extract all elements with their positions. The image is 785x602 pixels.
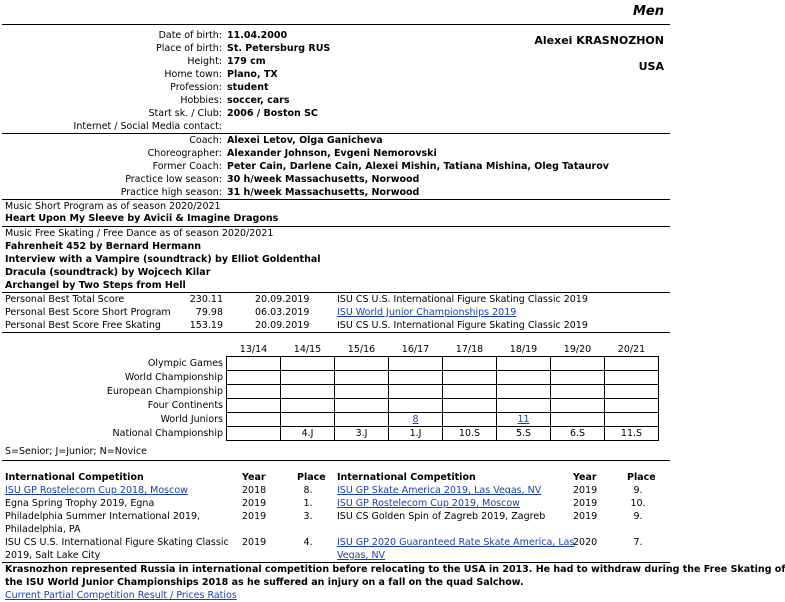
results-cell: [389, 357, 443, 371]
bio-label: Home town:: [164, 69, 222, 80]
results-cell: [497, 385, 551, 399]
music-free-item: Archangel by Two Steps from Hell: [5, 280, 186, 291]
comp-header-place-left: Place: [297, 472, 326, 483]
results-cell: [281, 399, 335, 413]
comp-header-left: International Competition: [5, 472, 144, 483]
bio-note-line: Krasnozhon represented Russia in international competition before relocating to the USA in 2013. He had to withdraw during the Free Skating of: [5, 564, 785, 575]
bio-value: student: [227, 82, 269, 93]
competition-link[interactable]: ISU GP Rostelecom Cup 2019, Moscow: [337, 498, 520, 509]
competition-place: 8.: [303, 485, 313, 496]
results-cell: [551, 413, 605, 427]
bio-label: Hobbies:: [180, 95, 222, 106]
pb-label: Personal Best Total Score: [5, 294, 125, 305]
results-row-label: National Championship: [112, 428, 223, 439]
results-cell: [497, 357, 551, 371]
results-cell: [551, 371, 605, 385]
results-cell: [497, 427, 551, 441]
pb-date: 06.03.2019: [255, 307, 310, 318]
results-cell: [281, 371, 335, 385]
results-cell: [605, 385, 659, 399]
results-cell: [335, 371, 389, 385]
results-cell-value: 10.S: [458, 428, 481, 439]
competition-name: Egna Spring Trophy 2019, Egna: [5, 498, 155, 509]
competition-place: 3.: [303, 511, 313, 522]
results-row: [2, 385, 659, 399]
coaching-value: Alexander Johnson, Evgeni Nemorovski: [227, 148, 437, 159]
results-cell: [443, 357, 497, 371]
music-short-label: Music Short Program as of season 2020/2021: [5, 201, 221, 212]
results-row: [2, 427, 659, 441]
results-cell: [227, 413, 281, 427]
divider: [2, 199, 670, 200]
footer-partial-link[interactable]: Current Partial Competition Result / Prices Ratios: [5, 590, 237, 601]
comp-header-place-right: Place: [627, 472, 656, 483]
season-header: 17/18: [455, 344, 484, 355]
coaching-label: Choreographer:: [147, 148, 222, 159]
competition-place: 9.: [633, 511, 643, 522]
bio-label: Internet / Social Media contact:: [73, 121, 222, 132]
competition-name: 2019, Salt Lake City: [5, 550, 101, 561]
season-header: 13/14: [239, 344, 268, 355]
results-cell: [389, 427, 443, 441]
results-cell-value: 3.J: [355, 428, 368, 439]
music-free-item: Dracula (soundtrack) by Wojcech Kilar: [5, 267, 211, 278]
bio-label: Height:: [187, 56, 222, 67]
competition-year: 2020: [573, 537, 598, 548]
season-header: 19/20: [563, 344, 592, 355]
category-label: Men: [632, 4, 664, 19]
coaching-label: Practice low season:: [125, 174, 222, 185]
results-row-label: Olympic Games: [147, 358, 223, 369]
results-cell: [335, 399, 389, 413]
results-cell: [605, 357, 659, 371]
music-free-label: Music Free Skating / Free Dance as of season 2020/2021: [5, 228, 274, 239]
coaching-value: Alexei Letov, Olga Ganicheva: [227, 135, 383, 146]
comp-header-right: International Competition: [337, 472, 476, 483]
results-header-row: [2, 343, 659, 357]
pb-event: ISU CS U.S. International Figure Skating Classic 2019: [337, 294, 588, 305]
results-cell: [227, 399, 281, 413]
competition-place: 4.: [303, 537, 313, 548]
results-cell: [443, 427, 497, 441]
season-header: 14/15: [293, 344, 322, 355]
competition-link[interactable]: ISU GP 2020 Guaranteed Rate Skate America, Las: [337, 537, 575, 548]
coaching-value: 31 h/week Massachusetts, Norwood: [227, 187, 420, 198]
bio-value: 11.04.2000: [227, 30, 288, 41]
results-cell: [605, 371, 659, 385]
season-header: 16/17: [401, 344, 430, 355]
competition-name: ISU CS Golden Spin of Zagreb 2019, Zagreb: [337, 511, 546, 522]
competition-link[interactable]: ISU GP Rostelecom Cup 2018, Moscow: [5, 485, 188, 496]
results-row: [2, 399, 659, 413]
coaching-label: Coach:: [189, 135, 222, 146]
coaching-value: Peter Cain, Darlene Cain, Alexei Mishin, Tatiana Mishina, Oleg Tataurov: [227, 161, 609, 172]
results-cell: [605, 427, 659, 441]
results-row: [2, 357, 659, 371]
competition-year: 2019: [573, 511, 598, 522]
pb-label: Personal Best Score Short Program: [5, 307, 171, 318]
season-header: 18/19: [509, 344, 538, 355]
divider: [2, 226, 670, 227]
results-cell: [227, 371, 281, 385]
coaching-label: Former Coach:: [152, 161, 222, 172]
results-cell: [335, 357, 389, 371]
results-row: [2, 371, 659, 385]
divider: [2, 332, 670, 333]
bio-value: Plano, TX: [227, 69, 278, 80]
results-table: [2, 343, 659, 441]
results-row-label: Four Continents: [147, 400, 223, 411]
bio-value: 179 cm: [227, 56, 266, 67]
results-cell-value: 5.S: [515, 428, 532, 439]
results-cell: [443, 371, 497, 385]
competition-year: 2019: [242, 537, 267, 548]
music-short-item: Heart Upon My Sleeve by Avicii & Imagine Dragons: [5, 213, 279, 224]
results-cell: [281, 357, 335, 371]
results-cell-link[interactable]: 11: [517, 414, 530, 425]
results-cell-value: 1.J: [409, 428, 422, 439]
competition-place: 1.: [303, 498, 313, 509]
bio-value: 2006 / Boston SC: [227, 108, 318, 119]
pb-event-link[interactable]: ISU World Junior Championships 2019: [337, 307, 517, 318]
coaching-label: Practice high season:: [120, 187, 222, 198]
results-cell: [443, 413, 497, 427]
bio-label: Profession:: [170, 82, 222, 93]
competition-link[interactable]: Vegas, NV: [337, 550, 386, 561]
results-cell: [389, 399, 443, 413]
comp-header-year-left: Year: [242, 472, 266, 483]
results-cell-value: 11.S: [620, 428, 643, 439]
competition-place: 7.: [633, 537, 643, 548]
results-cell: [389, 413, 443, 427]
results-cell: [551, 399, 605, 413]
competition-year: 2019: [242, 498, 267, 509]
competition-year: 2019: [573, 498, 598, 509]
results-row-label: World Juniors: [160, 414, 223, 425]
comp-header-year-right: Year: [573, 472, 597, 483]
results-cell: [281, 427, 335, 441]
results-cell: [389, 371, 443, 385]
bio-value: St. Petersburg RUS: [227, 43, 331, 54]
competition-name: ISU CS U.S. International Figure Skating Classic: [5, 537, 229, 548]
bio-label: Date of birth:: [158, 30, 222, 41]
results-corner: [2, 343, 227, 357]
skater-country: USA: [638, 60, 664, 73]
results-cell: [605, 399, 659, 413]
pb-score: 230.11: [189, 294, 223, 305]
season-header: 15/16: [347, 344, 376, 355]
results-cell: [497, 371, 551, 385]
competition-name: Philadelphia Summer International 2019,: [5, 511, 201, 522]
competition-place: 9.: [633, 485, 643, 496]
divider: [2, 460, 670, 461]
bio-label: Start sk. / Club:: [148, 108, 222, 119]
bio-note-line: the ISU World Junior Championships 2018 as he suffered an injury on a fall on the quad Salchow.: [5, 577, 524, 588]
competition-link[interactable]: ISU GP Skate America 2019, Las Vegas, NV: [337, 485, 542, 496]
results-legend: S=Senior; J=Junior; N=Novice: [5, 446, 147, 457]
divider: [2, 133, 670, 134]
divider: [2, 562, 670, 563]
pb-date: 20.09.2019: [255, 294, 310, 305]
divider: [2, 292, 670, 293]
divider: [2, 24, 670, 25]
competition-place: 10.: [630, 498, 646, 509]
music-free-item: Interview with a Vampire (soundtrack) by Elliot Goldenthal: [5, 254, 321, 265]
season-header: 20/21: [617, 344, 646, 355]
competition-name: Philadelphia, PA: [5, 524, 81, 535]
results-cell: [227, 357, 281, 371]
results-cell-value: 4.J: [301, 428, 314, 439]
coaching-value: 30 h/week Massachusetts, Norwood: [227, 174, 420, 185]
results-cell: [281, 413, 335, 427]
pb-event: ISU CS U.S. International Figure Skating Classic 2019: [337, 320, 588, 331]
results-cell: [335, 427, 389, 441]
pb-date: 20.09.2019: [255, 320, 310, 331]
music-free-item: Fahrenheit 452 by Bernard Hermann: [5, 241, 201, 252]
results-row: [2, 413, 659, 427]
results-row-label: World Championship: [124, 372, 223, 383]
results-cell: [497, 399, 551, 413]
skater-name: Alexei KRASNOZHON: [534, 34, 664, 47]
results-row-label: European Championship: [106, 386, 223, 397]
results-cell: [605, 413, 659, 427]
pb-score: 79.98: [195, 307, 223, 318]
results-cell: [497, 413, 551, 427]
results-cell: [227, 385, 281, 399]
competition-year: 2019: [242, 511, 267, 522]
pb-label: Personal Best Score Free Skating: [5, 320, 161, 331]
results-cell: [551, 385, 605, 399]
results-cell: [227, 427, 281, 441]
competition-year: 2019: [573, 485, 598, 496]
bio-label: Place of birth:: [156, 43, 222, 54]
results-cell: [335, 385, 389, 399]
results-cell: [389, 385, 443, 399]
results-cell-value: 6.S: [569, 428, 586, 439]
results-cell: [281, 385, 335, 399]
results-cell: [335, 413, 389, 427]
results-cell: [551, 427, 605, 441]
results-cell: [551, 357, 605, 371]
bio-value: soccer, cars: [227, 95, 290, 106]
results-cell-link[interactable]: 8: [412, 414, 419, 425]
pb-score: 153.19: [189, 320, 223, 331]
results-cell: [443, 399, 497, 413]
results-cell: [443, 385, 497, 399]
competition-year: 2018: [242, 485, 267, 496]
